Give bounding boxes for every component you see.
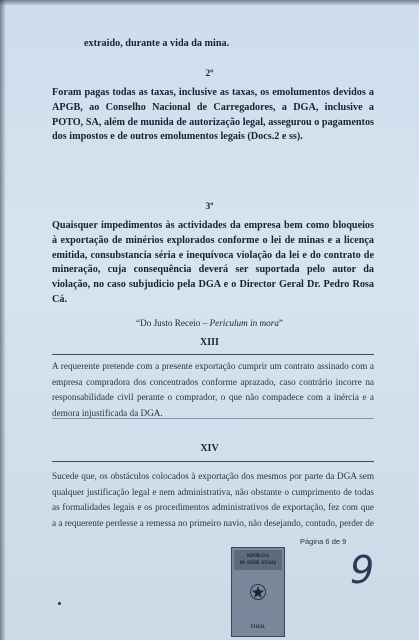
stamp-line3: FISCAL — [250, 624, 266, 629]
divider-top-14 — [52, 461, 374, 462]
line-extraido: extraido, durante a vida da mina. — [84, 38, 230, 49]
handwritten-page-number: 9 — [350, 548, 375, 592]
paragraph-3: Quaisquer impedimentos às actividades da empresa bem como bloqueios à exportação de minérios explorados conforme o lei de minas e a licença emitida, consubstancia séria e inequívoca violação da lei e do contrato de mineração, cuja consequência deverá ser suportada pelo autor da violação, no caso subjudicio pela DGA e o Director Geral Dr. Pedro Rosa Cá. — [52, 220, 374, 305]
section-13-number: XIII — [200, 337, 219, 348]
section-14-number: XIV — [200, 443, 219, 454]
fiscal-stamp — [231, 547, 285, 637]
ink-dot — [58, 602, 61, 605]
paragraph-14: Sucede que, os obstáculos colocados à exportação dos mesmos por parte da DGA sem qualquer justificação legal e nem administrativa, não obstante o cumprimento de todas as formalidades legais e os procedimentos administrativos de exportação, fez com que a a requerente perdesse a remessa no primeiro navio, não desejando, contudo, perder de — [52, 471, 374, 529]
heading-prefix: “Do Justo Receio – — [136, 318, 210, 328]
section-3-number: 3º — [205, 202, 214, 212]
page-top-shadow — [0, 0, 419, 6]
section-heading — [0, 318, 419, 328]
stamp-line1: REPÚBLICA — [247, 553, 269, 558]
divider-top-13 — [52, 354, 374, 355]
paragraph-2: Foram pagas todas as taxas, inclusive as taxas, os emolumentos devidos a APGB, ao Conselho Nacional de Carregadores, a DGA, inclusive a POTO, SA, além de munida de autorização legal, assegurou o pagamentos dos impostos e de outros emolumentos legais (Docs.2 e ss). — [52, 87, 374, 143]
stamp-line2: DA GUINÉ-BISSAU — [239, 560, 277, 565]
page-number: Página 6 de 9 — [300, 537, 347, 546]
section-2-number: 2º — [205, 69, 214, 79]
divider-bottom-13 — [52, 418, 374, 419]
paragraph-13: A requerente pretende com a presente exportação cumprir um contrato assinado com a empresa compradora dos concentrados conforme aprazado, caso contrário incorre na responsabilidade civil perante o comprador, o que não compadece com a inércia e a demora injustificada da DGA. — [52, 361, 374, 419]
heading-suffix: ” — [278, 318, 283, 328]
heading-italic: Periculum in mora — [209, 318, 279, 328]
star-icon — [250, 584, 266, 600]
